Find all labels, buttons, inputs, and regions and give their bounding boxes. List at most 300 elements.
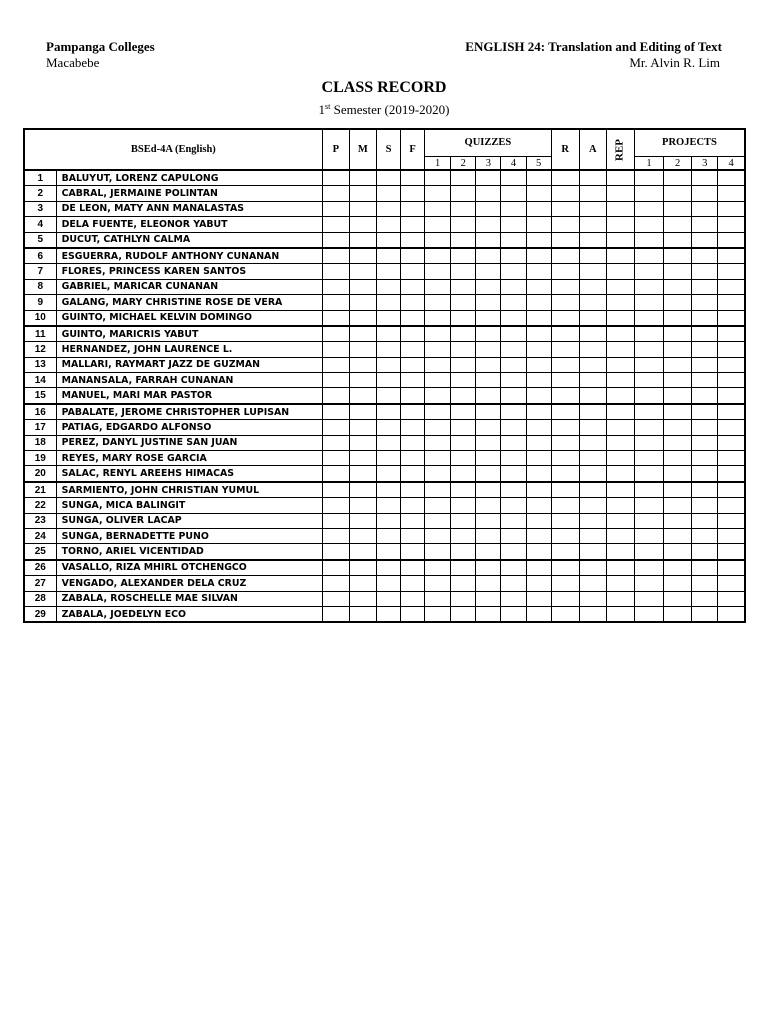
grade-cell[interactable] [526,217,551,232]
grade-cell[interactable] [376,264,400,279]
grade-cell[interactable] [664,295,692,310]
grade-cell[interactable] [692,201,718,216]
grade-cell[interactable] [551,435,579,450]
grade-cell[interactable] [718,528,745,543]
grade-cell[interactable] [451,201,476,216]
grade-cell[interactable] [579,217,606,232]
grade-cell[interactable] [376,326,400,342]
grade-cell[interactable] [425,310,451,326]
grade-cell[interactable] [451,591,476,606]
grade-cell[interactable] [451,560,476,576]
grade-cell[interactable] [606,435,634,450]
grade-cell[interactable] [501,498,526,513]
grade-cell[interactable] [376,560,400,576]
grade-cell[interactable] [376,373,400,388]
grade-cell[interactable] [322,560,349,576]
grade-cell[interactable] [634,528,663,543]
grade-cell[interactable] [376,435,400,450]
grade-cell[interactable] [718,388,745,404]
grade-cell[interactable] [425,451,451,466]
grade-cell[interactable] [692,482,718,498]
grade-cell[interactable] [664,342,692,357]
grade-cell[interactable] [664,528,692,543]
grade-cell[interactable] [664,606,692,622]
grade-cell[interactable] [376,451,400,466]
grade-cell[interactable] [349,342,376,357]
grade-cell[interactable] [425,404,451,420]
grade-cell[interactable] [664,373,692,388]
grade-cell[interactable] [526,201,551,216]
grade-cell[interactable] [579,279,606,294]
grade-cell[interactable] [526,435,551,450]
grade-cell[interactable] [526,186,551,201]
grade-cell[interactable] [551,420,579,435]
grade-cell[interactable] [634,498,663,513]
grade-cell[interactable] [634,451,663,466]
grade-cell[interactable] [349,482,376,498]
grade-cell[interactable] [476,326,501,342]
grade-cell[interactable] [425,264,451,279]
grade-cell[interactable] [664,201,692,216]
grade-cell[interactable] [349,186,376,201]
grade-cell[interactable] [425,591,451,606]
grade-cell[interactable] [401,498,425,513]
grade-cell[interactable] [451,513,476,528]
grade-cell[interactable] [634,248,663,264]
grade-cell[interactable] [322,373,349,388]
grade-cell[interactable] [579,404,606,420]
grade-cell[interactable] [606,264,634,279]
grade-cell[interactable] [349,217,376,232]
grade-cell[interactable] [634,310,663,326]
grade-cell[interactable] [526,248,551,264]
grade-cell[interactable] [718,279,745,294]
grade-cell[interactable] [692,451,718,466]
grade-cell[interactable] [551,498,579,513]
grade-cell[interactable] [451,498,476,513]
grade-cell[interactable] [606,186,634,201]
grade-cell[interactable] [606,232,634,248]
grade-cell[interactable] [551,186,579,201]
grade-cell[interactable] [634,404,663,420]
grade-cell[interactable] [551,591,579,606]
grade-cell[interactable] [526,451,551,466]
grade-cell[interactable] [692,435,718,450]
grade-cell[interactable] [451,373,476,388]
grade-cell[interactable] [634,482,663,498]
grade-cell[interactable] [664,404,692,420]
grade-cell[interactable] [425,279,451,294]
grade-cell[interactable] [349,232,376,248]
grade-cell[interactable] [664,576,692,591]
grade-cell[interactable] [692,513,718,528]
grade-cell[interactable] [349,326,376,342]
grade-cell[interactable] [501,451,526,466]
grade-cell[interactable] [501,248,526,264]
grade-cell[interactable] [349,560,376,576]
grade-cell[interactable] [551,342,579,357]
grade-cell[interactable] [664,279,692,294]
grade-cell[interactable] [579,560,606,576]
grade-cell[interactable] [451,420,476,435]
grade-cell[interactable] [526,342,551,357]
grade-cell[interactable] [664,435,692,450]
grade-cell[interactable] [664,451,692,466]
grade-cell[interactable] [606,388,634,404]
grade-cell[interactable] [664,388,692,404]
grade-cell[interactable] [322,248,349,264]
grade-cell[interactable] [579,482,606,498]
grade-cell[interactable] [718,420,745,435]
grade-cell[interactable] [376,528,400,543]
grade-cell[interactable] [476,576,501,591]
grade-cell[interactable] [322,591,349,606]
grade-cell[interactable] [718,357,745,372]
grade-cell[interactable] [551,576,579,591]
grade-cell[interactable] [476,420,501,435]
grade-cell[interactable] [579,513,606,528]
grade-cell[interactable] [718,201,745,216]
grade-cell[interactable] [634,420,663,435]
grade-cell[interactable] [376,248,400,264]
grade-cell[interactable] [376,544,400,560]
grade-cell[interactable] [692,326,718,342]
grade-cell[interactable] [425,232,451,248]
grade-cell[interactable] [501,201,526,216]
grade-cell[interactable] [551,357,579,372]
grade-cell[interactable] [425,528,451,543]
grade-cell[interactable] [349,513,376,528]
grade-cell[interactable] [451,295,476,310]
grade-cell[interactable] [476,232,501,248]
grade-cell[interactable] [322,264,349,279]
grade-cell[interactable] [476,528,501,543]
grade-cell[interactable] [501,217,526,232]
grade-cell[interactable] [451,326,476,342]
grade-cell[interactable] [476,186,501,201]
grade-cell[interactable] [551,544,579,560]
grade-cell[interactable] [634,342,663,357]
grade-cell[interactable] [401,357,425,372]
grade-cell[interactable] [526,544,551,560]
grade-cell[interactable] [692,404,718,420]
grade-cell[interactable] [606,357,634,372]
grade-cell[interactable] [526,232,551,248]
grade-cell[interactable] [501,310,526,326]
grade-cell[interactable] [401,342,425,357]
grade-cell[interactable] [401,513,425,528]
grade-cell[interactable] [376,591,400,606]
grade-cell[interactable] [451,264,476,279]
grade-cell[interactable] [349,357,376,372]
grade-cell[interactable] [551,170,579,186]
grade-cell[interactable] [606,576,634,591]
grade-cell[interactable] [718,451,745,466]
grade-cell[interactable] [551,310,579,326]
grade-cell[interactable] [634,279,663,294]
grade-cell[interactable] [692,342,718,357]
grade-cell[interactable] [451,404,476,420]
grade-cell[interactable] [606,248,634,264]
grade-cell[interactable] [606,544,634,560]
grade-cell[interactable] [579,326,606,342]
grade-cell[interactable] [526,576,551,591]
grade-cell[interactable] [376,482,400,498]
grade-cell[interactable] [425,295,451,310]
grade-cell[interactable] [349,388,376,404]
grade-cell[interactable] [322,232,349,248]
grade-cell[interactable] [376,279,400,294]
grade-cell[interactable] [692,357,718,372]
grade-cell[interactable] [579,264,606,279]
grade-cell[interactable] [692,248,718,264]
grade-cell[interactable] [425,420,451,435]
grade-cell[interactable] [579,248,606,264]
grade-cell[interactable] [451,528,476,543]
grade-cell[interactable] [692,466,718,482]
grade-cell[interactable] [376,342,400,357]
grade-cell[interactable] [579,170,606,186]
grade-cell[interactable] [401,326,425,342]
grade-cell[interactable] [692,528,718,543]
grade-cell[interactable] [606,498,634,513]
grade-cell[interactable] [401,420,425,435]
grade-cell[interactable] [401,466,425,482]
grade-cell[interactable] [606,217,634,232]
grade-cell[interactable] [401,404,425,420]
grade-cell[interactable] [476,560,501,576]
grade-cell[interactable] [579,342,606,357]
grade-cell[interactable] [322,451,349,466]
grade-cell[interactable] [349,295,376,310]
grade-cell[interactable] [501,342,526,357]
grade-cell[interactable] [349,498,376,513]
grade-cell[interactable] [322,201,349,216]
grade-cell[interactable] [401,528,425,543]
grade-cell[interactable] [401,591,425,606]
grade-cell[interactable] [349,420,376,435]
grade-cell[interactable] [692,217,718,232]
grade-cell[interactable] [349,435,376,450]
grade-cell[interactable] [401,544,425,560]
grade-cell[interactable] [634,186,663,201]
grade-cell[interactable] [401,186,425,201]
grade-cell[interactable] [425,482,451,498]
grade-cell[interactable] [501,279,526,294]
grade-cell[interactable] [425,560,451,576]
grade-cell[interactable] [376,170,400,186]
grade-cell[interactable] [718,513,745,528]
grade-cell[interactable] [501,466,526,482]
grade-cell[interactable] [476,513,501,528]
grade-cell[interactable] [526,326,551,342]
grade-cell[interactable] [349,373,376,388]
grade-cell[interactable] [401,482,425,498]
grade-cell[interactable] [634,326,663,342]
grade-cell[interactable] [476,482,501,498]
grade-cell[interactable] [664,170,692,186]
grade-cell[interactable] [606,466,634,482]
grade-cell[interactable] [476,295,501,310]
grade-cell[interactable] [526,279,551,294]
grade-cell[interactable] [349,606,376,622]
grade-cell[interactable] [501,264,526,279]
grade-cell[interactable] [401,248,425,264]
grade-cell[interactable] [451,342,476,357]
grade-cell[interactable] [322,279,349,294]
grade-cell[interactable] [349,544,376,560]
grade-cell[interactable] [551,451,579,466]
grade-cell[interactable] [451,544,476,560]
grade-cell[interactable] [401,279,425,294]
grade-cell[interactable] [476,435,501,450]
grade-cell[interactable] [501,482,526,498]
grade-cell[interactable] [425,435,451,450]
grade-cell[interactable] [551,482,579,498]
grade-cell[interactable] [718,482,745,498]
grade-cell[interactable] [401,435,425,450]
grade-cell[interactable] [322,435,349,450]
grade-cell[interactable] [476,591,501,606]
grade-cell[interactable] [664,420,692,435]
grade-cell[interactable] [401,576,425,591]
grade-cell[interactable] [349,404,376,420]
grade-cell[interactable] [634,513,663,528]
grade-cell[interactable] [425,326,451,342]
grade-cell[interactable] [476,357,501,372]
grade-cell[interactable] [692,373,718,388]
grade-cell[interactable] [451,466,476,482]
grade-cell[interactable] [579,420,606,435]
grade-cell[interactable] [692,232,718,248]
grade-cell[interactable] [349,201,376,216]
grade-cell[interactable] [692,420,718,435]
grade-cell[interactable] [579,232,606,248]
grade-cell[interactable] [664,544,692,560]
grade-cell[interactable] [551,528,579,543]
grade-cell[interactable] [425,373,451,388]
grade-cell[interactable] [692,576,718,591]
grade-cell[interactable] [634,201,663,216]
grade-cell[interactable] [634,295,663,310]
grade-cell[interactable] [692,310,718,326]
grade-cell[interactable] [634,591,663,606]
grade-cell[interactable] [349,466,376,482]
grade-cell[interactable] [692,606,718,622]
grade-cell[interactable] [376,498,400,513]
grade-cell[interactable] [376,201,400,216]
grade-cell[interactable] [349,264,376,279]
grade-cell[interactable] [718,606,745,622]
grade-cell[interactable] [634,357,663,372]
grade-cell[interactable] [501,435,526,450]
grade-cell[interactable] [551,466,579,482]
grade-cell[interactable] [664,186,692,201]
grade-cell[interactable] [425,498,451,513]
grade-cell[interactable] [401,295,425,310]
grade-cell[interactable] [476,248,501,264]
grade-cell[interactable] [579,310,606,326]
grade-cell[interactable] [501,560,526,576]
grade-cell[interactable] [526,373,551,388]
grade-cell[interactable] [634,373,663,388]
grade-cell[interactable] [634,606,663,622]
grade-cell[interactable] [606,591,634,606]
grade-cell[interactable] [606,513,634,528]
grade-cell[interactable] [376,404,400,420]
grade-cell[interactable] [476,201,501,216]
grade-cell[interactable] [718,295,745,310]
grade-cell[interactable] [476,544,501,560]
grade-cell[interactable] [451,606,476,622]
grade-cell[interactable] [579,498,606,513]
grade-cell[interactable] [501,544,526,560]
grade-cell[interactable] [322,513,349,528]
grade-cell[interactable] [425,217,451,232]
grade-cell[interactable] [526,482,551,498]
grade-cell[interactable] [451,357,476,372]
grade-cell[interactable] [606,326,634,342]
grade-cell[interactable] [579,201,606,216]
grade-cell[interactable] [349,310,376,326]
grade-cell[interactable] [376,466,400,482]
grade-cell[interactable] [501,606,526,622]
grade-cell[interactable] [718,560,745,576]
grade-cell[interactable] [401,170,425,186]
grade-cell[interactable] [526,264,551,279]
grade-cell[interactable] [692,264,718,279]
grade-cell[interactable] [322,466,349,482]
grade-cell[interactable] [322,528,349,543]
grade-cell[interactable] [425,201,451,216]
grade-cell[interactable] [606,404,634,420]
grade-cell[interactable] [451,217,476,232]
grade-cell[interactable] [551,248,579,264]
grade-cell[interactable] [425,357,451,372]
grade-cell[interactable] [476,279,501,294]
grade-cell[interactable] [425,248,451,264]
grade-cell[interactable] [501,326,526,342]
grade-cell[interactable] [718,232,745,248]
grade-cell[interactable] [551,373,579,388]
grade-cell[interactable] [551,295,579,310]
grade-cell[interactable] [376,606,400,622]
grade-cell[interactable] [526,528,551,543]
grade-cell[interactable] [526,420,551,435]
grade-cell[interactable] [718,435,745,450]
grade-cell[interactable] [579,528,606,543]
grade-cell[interactable] [718,217,745,232]
grade-cell[interactable] [425,342,451,357]
grade-cell[interactable] [476,264,501,279]
grade-cell[interactable] [718,404,745,420]
grade-cell[interactable] [349,451,376,466]
grade-cell[interactable] [376,388,400,404]
grade-cell[interactable] [579,373,606,388]
grade-cell[interactable] [425,513,451,528]
grade-cell[interactable] [322,326,349,342]
grade-cell[interactable] [401,388,425,404]
grade-cell[interactable] [664,264,692,279]
grade-cell[interactable] [634,435,663,450]
grade-cell[interactable] [376,295,400,310]
grade-cell[interactable] [551,560,579,576]
grade-cell[interactable] [606,482,634,498]
grade-cell[interactable] [476,606,501,622]
grade-cell[interactable] [718,373,745,388]
grade-cell[interactable] [425,466,451,482]
grade-cell[interactable] [606,560,634,576]
